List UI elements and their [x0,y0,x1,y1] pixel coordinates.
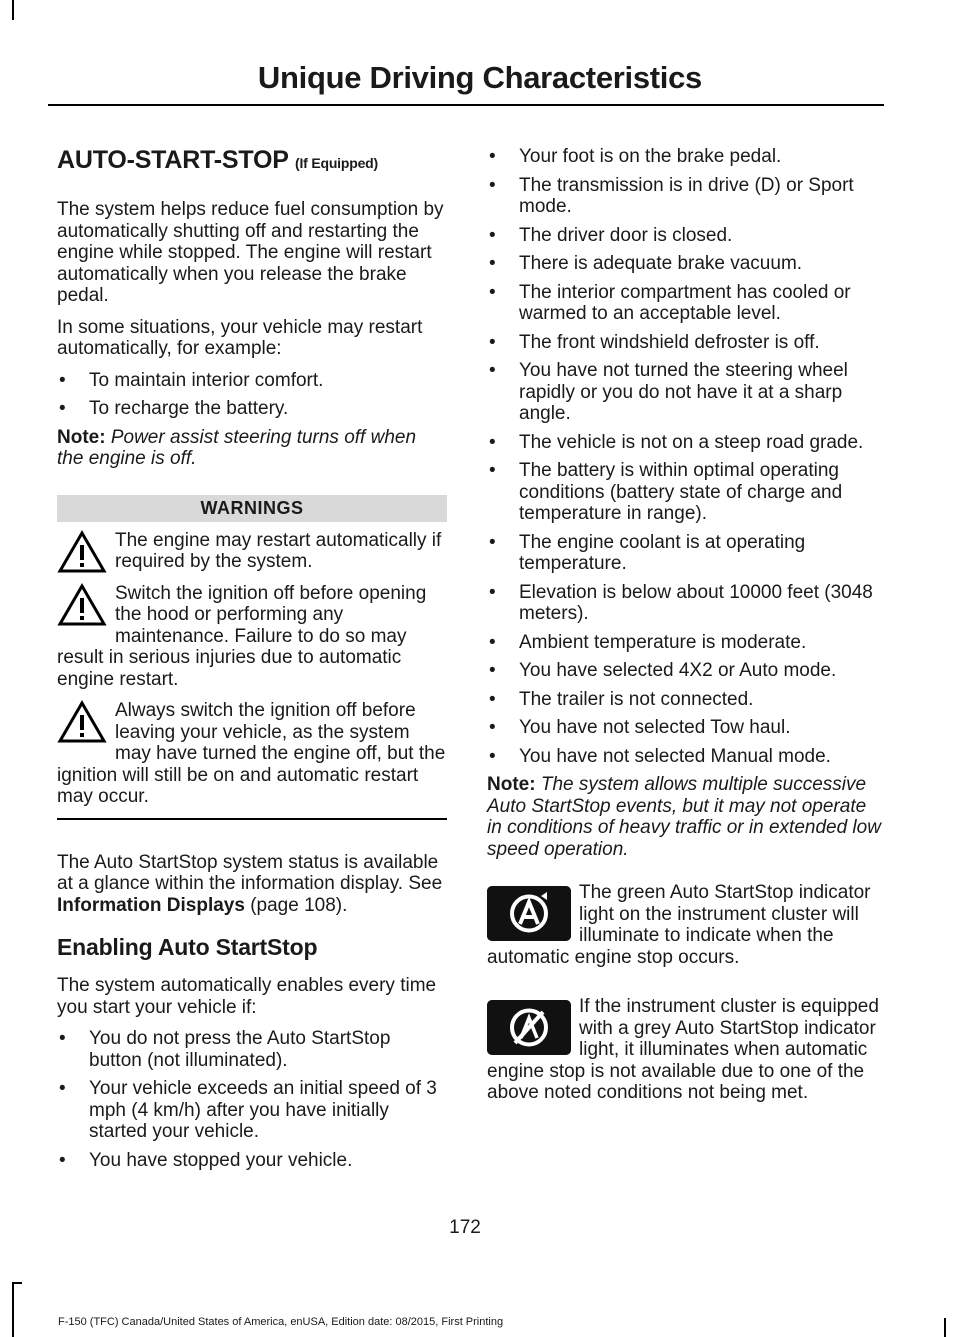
restart-intro: In some situations, your vehicle may restart automatically, for example: [57,316,423,359]
list-item: • You do not press the Auto StartStop button (not illuminated). [57,1028,447,1071]
warnings-end-rule [57,818,447,820]
enabling-list [57,1028,447,1171]
crop-mark [12,1282,22,1284]
enabling-intro: The system automatically enables every time you start your vehicle if: [57,975,437,1018]
list-item: • The interior compartment has cooled or warmed to an acceptable level. [487,282,882,325]
list-item: • You have not turned the steering wheel rapidly or you do not have it at a sharp angle. [487,360,882,425]
list-item: • You have selected 4X2 or Auto mode. [487,660,882,682]
note: Note: Power assist steering turns off when the engine is off. [57,426,417,469]
warning-item: The engine may restart automatically if required by the system. [57,530,447,573]
note: Note: The system allows multiple successive Auto StartStop events, but it may not operate in conditions of heavy traffic or in extended low speed operation. [487,774,881,860]
grey-indicator-description: If the instrument cluster is equipped with a grey Auto StartStop indicator light, it illuminates when automatic engine stop is not available due to one of the above noted conditions not being met. [487,996,879,1103]
list-item: • You have not selected Tow haul. [487,717,882,739]
list-item: • Your vehicle exceeds an initial speed of 3 mph (4 km/h) after you have initially started your vehicle. [57,1078,447,1143]
auto-startstop-indicator-icon [487,886,571,941]
warning-triangle-icon [57,700,107,744]
warning-item: Switch the ignition off before opening the hood or performing any maintenance. Failure to do so may result in serious injuries due to automatic engine restart. [57,582,427,690]
intro-paragraph: The system helps reduce fuel consumption by automatically shutting off and restarting the engine while stopped. The engine will restart automatically when you release the brake pedal. [57,199,444,306]
cross-reference-link[interactable]: Information Displays [57,894,245,916]
list-item: • The trailer is not connected. [487,689,882,711]
warning-triangle-icon [57,530,107,574]
left-column [57,146,447,1178]
conditions-list [487,146,882,767]
list-item: • Ambient temperature is moderate. [487,632,882,654]
list-item: • The battery is within optimal operating conditions (battery state of charge and temperature in range). [487,460,882,525]
list-item: • The front windshield defroster is off. [487,332,882,354]
crop-mark [12,0,14,20]
crop-mark [12,1282,14,1337]
list-item: • Your foot is on the brake pedal. [487,146,882,168]
crop-mark [944,1318,946,1337]
list-item: • There is adequate brake vacuum. [487,253,882,275]
list-item: • Elevation is below about 10000 feet (3048 meters). [487,582,882,625]
list-item: • The engine coolant is at operating temperature. [487,532,882,575]
warning-item: Always switch the ignition off before leaving your vehicle, as the system may have turned the engine off, but the ignition will still be on and automatic restart may occur. [57,700,446,807]
right-column [487,146,882,1132]
page-number: 172 [449,1217,481,1238]
restart-list [57,370,447,420]
warning-triangle-icon [57,583,107,627]
list-item: • You have not selected Manual mode. [487,746,882,768]
list-item: • To maintain interior comfort. [57,370,447,392]
list-item: • The vehicle is not on a steep road grade. [487,432,882,454]
list-item: • To recharge the battery. [57,398,447,420]
auto-startstop-off-indicator-icon [487,1000,571,1055]
header-rule [48,104,884,106]
green-indicator-description: The green Auto StartStop indicator light on the instrument cluster will illuminate to indicate when the automatic engine stop occurs. [487,882,871,968]
subsection-heading: Enabling Auto StartStop [57,934,318,960]
list-item: • The transmission is in drive (D) or Sport mode. [487,175,882,218]
status-paragraph: The Auto StartStop system status is available at a glance within the information display. See Information Displays (page 108). [57,851,443,916]
warnings-header: WARNINGS [57,495,447,522]
page-footer: F-150 (TFC) Canada/United States of America, enUSA, Edition date: 08/2015, First Printing [58,1316,504,1328]
list-item: • You have stopped your vehicle. [57,1150,447,1172]
list-item: • The driver door is closed. [487,225,882,247]
section-heading: AUTO-START-STOP (If Equipped) [57,146,378,174]
page-header-title: Unique Driving Characteristics [257,60,702,95]
